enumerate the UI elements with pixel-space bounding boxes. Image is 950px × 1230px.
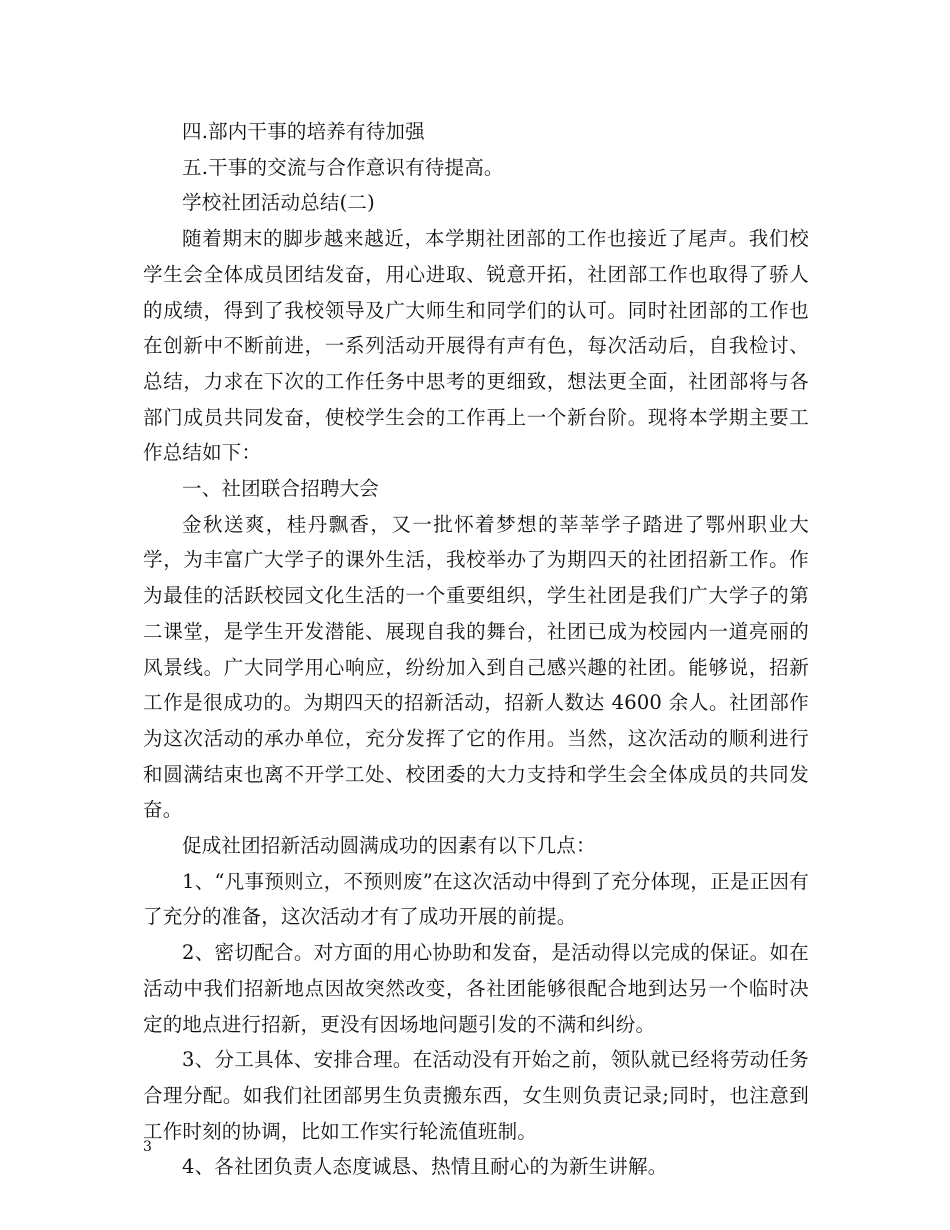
intro-paragraph: 随着期末的脚步越来越近，本学期社团部的工作也接近了尾声。我们校学生会全体成员团结发奋，用心进取、锐意开拓，社团部工作也取得了骄人的成绩，得到了我校领导及广大师生和同学们的认可。同时社团部的工作也在创新中不断前进，一系列活动开展得有声有色，每次活动后，自我检讨、总结，力求在下次的工作任务中思考的更细致，想法更全面，社团部将与各部门成员共同发奋，使校学生会的工作再上一个新台阶。现将本学期主要工作总结如下：	[143, 227, 809, 465]
list-item-section-five: 五.干事的交流与合作意识有待提高。	[182, 155, 504, 179]
page-number: 3	[143, 1139, 152, 1155]
factor-item-4: 4、各社团负责人态度诚恳、热情且耐心的为新生讲解。	[182, 1155, 668, 1179]
factor-item-3: 3、分工具体、安排合理。在活动没有开始之前，领队就已经将劳动任务合理分配。如我们社团部男生负责搬东西，女生则负责记录;同时，也注意到工作时刻的协调，比如工作实行轮流值班制。	[143, 1048, 809, 1143]
factor-item-2: 2、密切配合。对方面的用心协助和发奋，是活动得以完成的保证。如在活动中我们招新地点因故突然改变，各社团能够很配合地到达另一个临时决定的地点进行招新，更没有因场地问题引发的不满和纠纷。	[143, 941, 809, 1036]
recruitment-paragraph: 金秋送爽，桂丹飘香，又一批怀着梦想的莘莘学子踏进了鄂州职业大学，为丰富广大学子的课外生活，我校举办了为期四天的社团招新工作。作为最佳的活跃校园文化生活的一个重要组织，学生社团是我们广大学子的第二课堂，是学生开发潜能、展现自我的舞台，社团已成为校园内一道亮丽的风景线。广大同学用心响应，纷纷加入到自己感兴趣的社团。能够说，招新工作是很成功的。为期四天的招新活动，招新人数达 4600 余人。社团部作为这次活动的承办单位，充分发挥了它的作用。当然，这次活动的顺利进行和圆满结束也离不开学工处、校团委的大力支持和学生会全体成员的共同发奋。	[143, 512, 809, 822]
document-body	[143, 114, 809, 1185]
factors-heading: 促成社团招新活动圆满成功的因素有以下几点：	[182, 834, 596, 858]
list-item-section-four: 四.部内干事的培养有待加强	[182, 120, 425, 143]
factor-item-1: 1、“凡事预则立，不预则废”在这次活动中得到了充分体现，正是正因有了充分的准备，这次活动才有了成功开展的前提。	[143, 869, 809, 929]
subsection-heading: 一、社团联合招聘大会	[182, 477, 380, 501]
section-heading: 学校社团活动总结(二)	[182, 191, 375, 215]
